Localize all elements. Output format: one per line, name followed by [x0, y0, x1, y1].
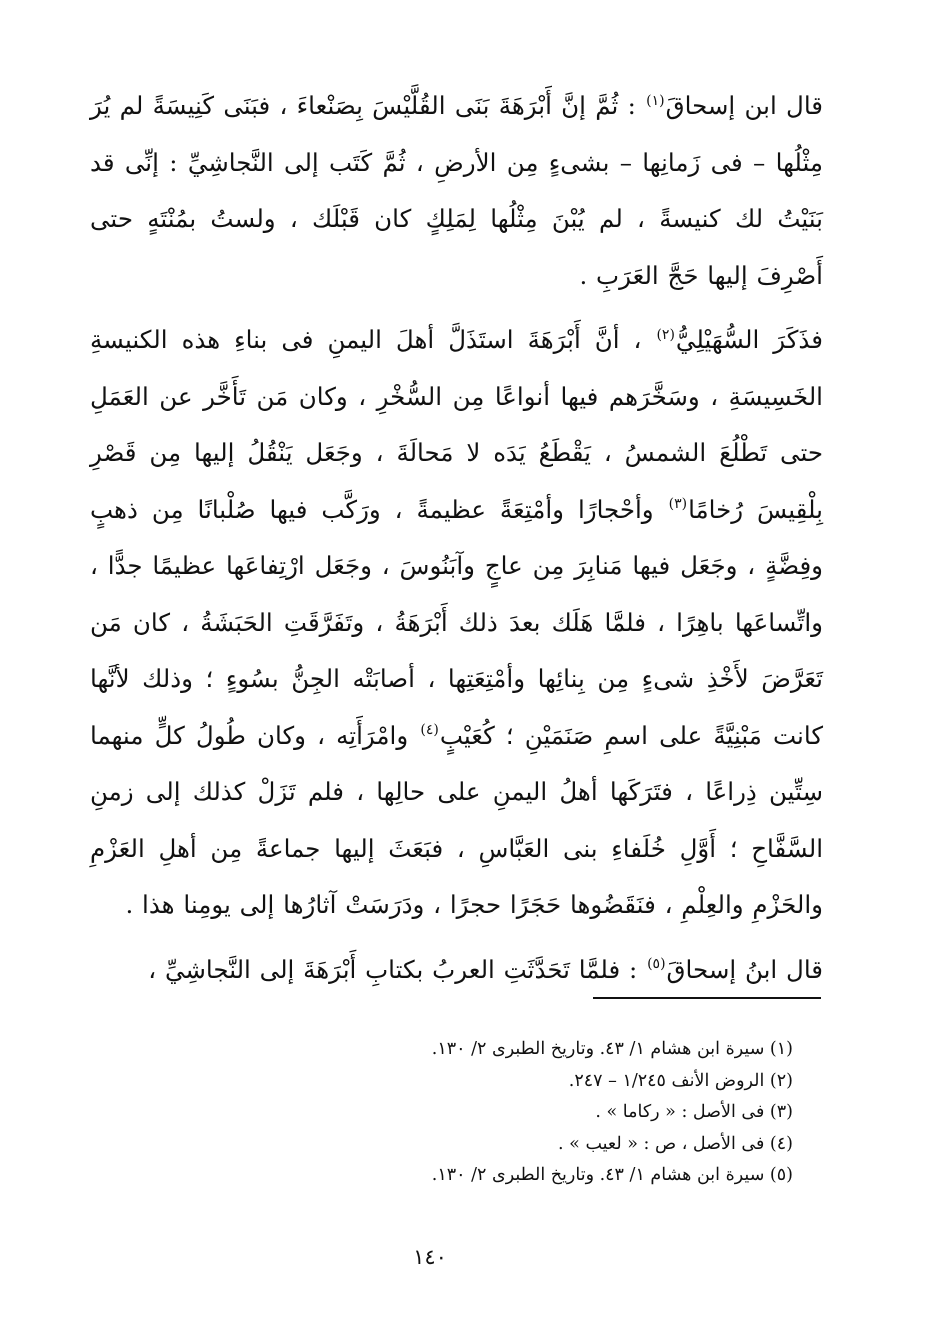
footnote-2: (٢) الروض الأنف ١/٢٤٥ – ٢٤٧. [568, 1070, 793, 1091]
footnote-ref-4: (٤) [420, 722, 439, 739]
footnote-ref-2: (٢) [656, 326, 675, 343]
paragraph-3 [90, 942, 823, 999]
footnote-1: (١) سيرة ابن هشام ١/ ٤٣. وتاريخ الطبرى ٢/ ١٣٠. [431, 1039, 793, 1059]
paragraph-1-text: : ثُمَّ إنَّ أَبْرَهَةَ بَنَى القُلَّيْسَ بِصَنْعاءَ ، فبَنَى كَنِيسَةً لم يُرَ مِثْلُها – فى زَمانِها – بشىءٍ مِن الأرضِ ، ثُمَّ كَتَب إلى النَّجاشِيِّ : إنِّى قد بَنَيْتُ لك كنيسةً ، لم يُبْنَ مِثْلُها لِمَلِكٍ كان قَبْلَك ، ولستُ بمُنْتَهٍ حتى أَصْرِفَ إليها حَجَّ العَرَبِ . [90, 91, 823, 290]
paragraph-3-opening: قال ابنُ إسحاقَ [666, 954, 823, 984]
paragraph-2-text-a: ، أنَّ أَبْرَهَةَ استَذَلَّ أهلَ اليمنِ فى بناءِ هذه الكنيسةِ الخَسِيسَةِ ، وسَخَّرَهم فيها أنواعًا مِن السُّخْرِ ، وكان مَن تَأَخَّر عن العَمَلِ حتى تَطْلُعَ الشمسُ ، يَقْطَعُ يَدَه لا مَحالَةَ ، وجَعَل يَنْقُلُ إليها مِن قَصْرِ بِلْقِيسَ رُخامًا [90, 325, 823, 524]
footnote-ref-1: (١) [646, 92, 665, 109]
paragraph-2-opening: فذَكَرَ السُّهَيْلِيُّ [675, 325, 823, 354]
footnote-ref-3: (٣) [668, 496, 688, 513]
footnotes [233, 1034, 793, 1192]
footnote-ref-5: (٥) [647, 956, 666, 973]
paragraph-1 [90, 78, 823, 304]
paragraph-1-opening: قال ابن إسحاقَ [665, 91, 823, 120]
paragraph-3-text: : فلمَّا تَحَدَّثَتِ العربُ بكتابِ أَبْرَهَةَ إلى النَّجاشِيِّ ، [148, 954, 647, 984]
paragraph-2-text-c: وامْرَأَتِه ، وكان طُولُ كلٍّ منهما سِتِّين ذِراعًا ، فتَرَكَها أهلُ اليمنِ على حالِها ، فلم تَزَلْ كذلك إلى زمنِ السَّفَّاحِ ؛ أَوَّلِ خُلَفاءِ بنى العَبَّاسِ ، فبَعَثَ إليها جماعةً مِن أهلِ العَزْمِ والحَزْمِ والعِلْمِ ، فنَقَضُوها حَجَرًا حجرًا ، ودَرَسَتْ آثارُها إلى يومِنا هذا . [90, 720, 823, 919]
footnote-4: (٤) فى الأصل ، ص : « لعيب » . [558, 1133, 793, 1154]
main-text [90, 78, 823, 998]
paragraph-2 [90, 312, 823, 934]
footnote-5: (٥) سيرة ابن هشام ١/ ٤٣. وتاريخ الطبرى ٢/ ١٣٠. [431, 1165, 793, 1185]
footnote-3: (٣) فى الأصل : « ركاما » . [595, 1102, 793, 1122]
page-number: ١٤٠ [413, 1245, 447, 1269]
paragraph-2-text-b: وأحْجارًا وأمْتِعَةً عظيمةً ، ورَكَّب فيها صُلْبانًا مِن ذهبٍ وفِضَّةٍ ، وجَعَل فيها مَنابِرَ مِن عاجٍ وآبَنُوسَ ، وجَعَل ارْتِفاعَها عظيمًا جدًّا ، واتِّساعَها باهِرًا ، فلمَّا هَلَك بعدَ ذلك أَبْرَهَةُ ، وتَفَرَّقَتِ الحَبَشَةُ ، كان مَن تَعَرَّضَ لأَخْذِ شىءٍ مِن بِنائِها وأمْتِعَتِها ، أصابَتْه الجِنُّ بسُوءٍ ؛ وذلك لأنَّها كانت مَبْنِيَّةً على اسمِ صَنَمَيْنِ ؛ كُعَيْبٍ [90, 494, 823, 750]
footnote-separator [593, 997, 821, 999]
